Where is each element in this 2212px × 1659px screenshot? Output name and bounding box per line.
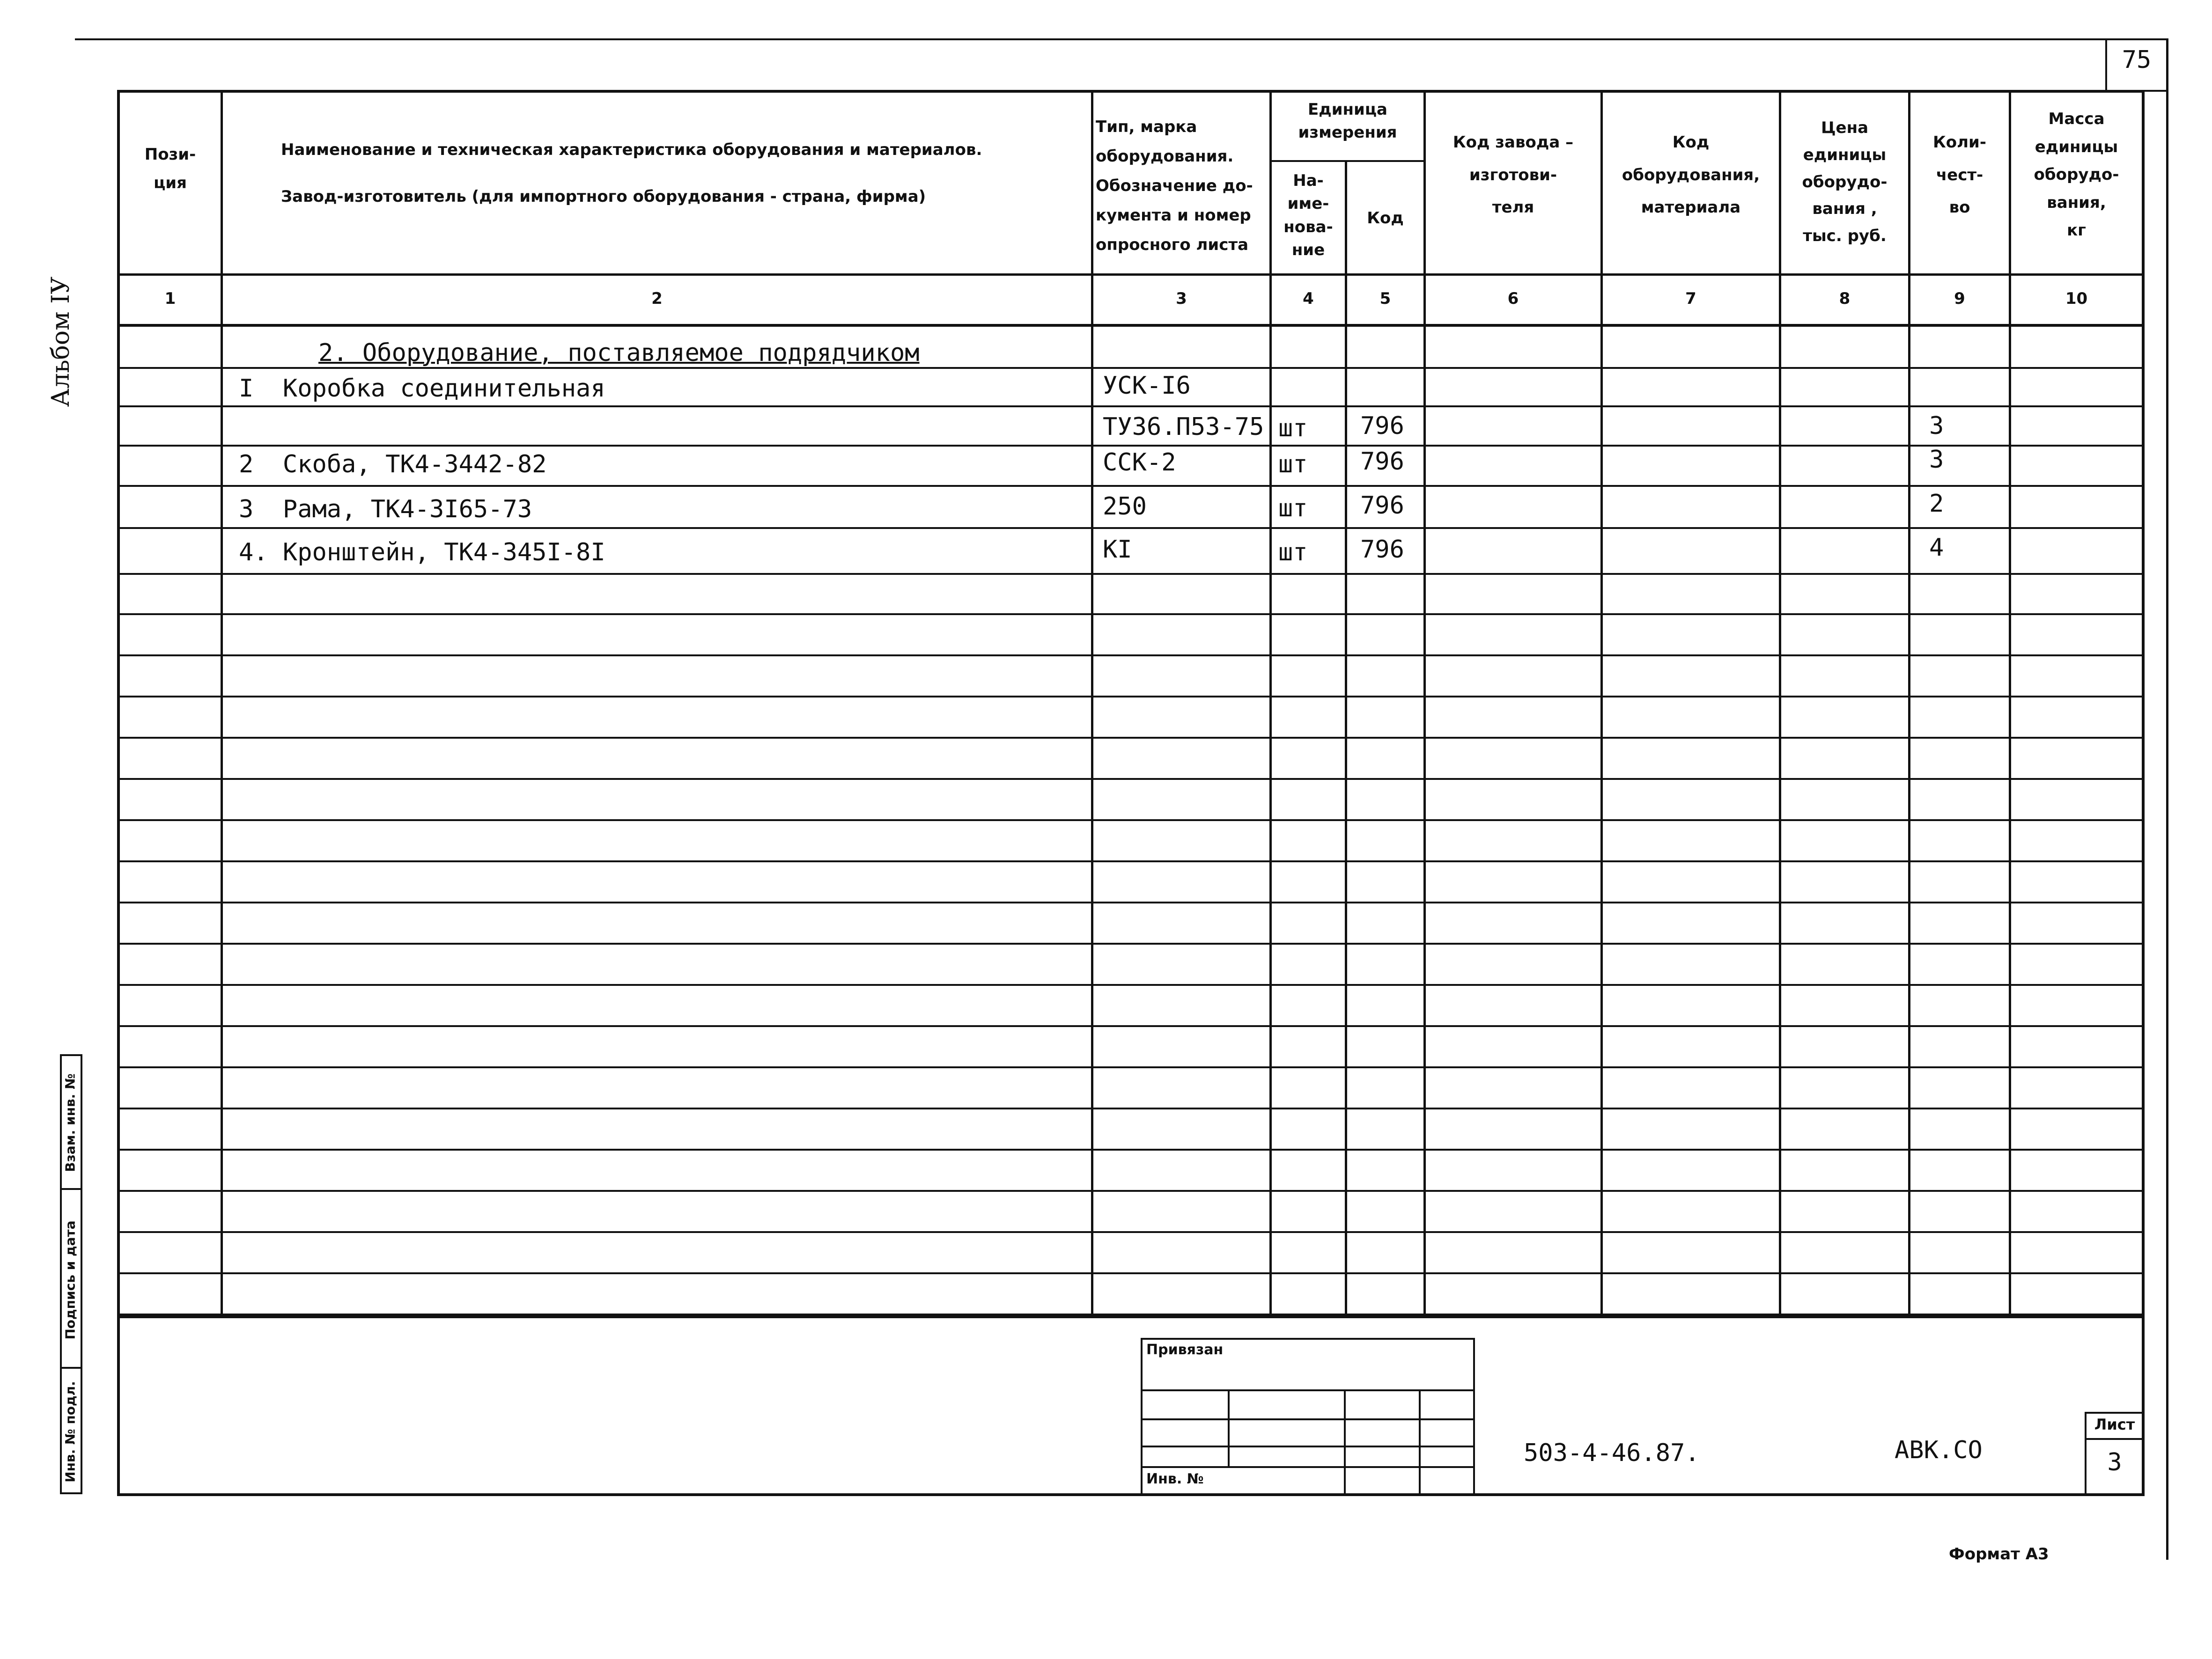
right-rule: [2166, 38, 2168, 1560]
colnum-3: 3: [1176, 289, 1187, 308]
row-line: [117, 819, 2145, 821]
page-number: 75: [2122, 46, 2152, 74]
header-quantity: Коли- чест- во: [1933, 133, 1986, 217]
row-line: [117, 737, 2145, 739]
top-rule: [75, 38, 2168, 40]
row-line: [117, 943, 2145, 945]
row-line: [117, 654, 2145, 656]
section-title: 2. Оборудование, поставляемое подрядчиком: [318, 339, 920, 367]
row-line: [117, 1025, 2145, 1027]
row-line: [117, 527, 2145, 529]
row-line: [117, 1108, 2145, 1109]
colnum-9: 9: [1954, 289, 1965, 308]
row-line: [117, 367, 2145, 369]
row-line: [117, 485, 2145, 487]
header-equipment-code: Код оборудования, материала: [1622, 133, 1760, 217]
sheet-label: Лист: [2094, 1416, 2135, 1433]
row-line: [117, 1231, 2145, 1233]
header-factory-code: Код завода – изготови- теля: [1453, 133, 1574, 217]
header-position: Пози- ция: [144, 145, 196, 193]
stamp-privyazan: Привязан: [1146, 1342, 1224, 1358]
row-1-type: ТУ36.П53-75: [1103, 413, 1264, 441]
row-line: [117, 696, 2145, 697]
row-2-name: 2 Скоба, ТК4-3442-82: [239, 450, 547, 478]
stamp-inv-no: Инв. №: [1146, 1471, 1204, 1487]
row-2-qty: 3: [1929, 446, 1944, 474]
document-mark: АВК.СО: [1895, 1436, 1983, 1464]
row-line: [117, 573, 2145, 575]
sheet-number: 3: [2107, 1448, 2122, 1476]
row-2-type: ССК-2: [1103, 448, 1176, 477]
row-line: [117, 778, 2145, 780]
row-line: [117, 1190, 2145, 1192]
row-4-type: КI: [1103, 536, 1132, 564]
row-2-unit: шт: [1278, 450, 1308, 478]
colnum-10: 10: [2065, 289, 2088, 308]
row-3-unit: шт: [1278, 494, 1308, 522]
header-unit-group: Единица измерения: [1298, 100, 1397, 142]
row-line: [117, 1272, 2145, 1274]
row-line: [117, 860, 2145, 862]
stamp-inv-podl: Инв. № подл.: [62, 1381, 78, 1483]
colnum-6: 6: [1507, 289, 1519, 308]
row-line: [117, 1314, 2145, 1315]
colnum-5: 5: [1379, 289, 1391, 308]
row-line: [117, 1066, 2145, 1068]
header-price: Цена единицы оборудо- вания , тыс. руб.: [1802, 118, 1888, 246]
row-line: [117, 445, 2145, 447]
row-3-code: 796: [1360, 492, 1404, 520]
row-4-name: 4. Кронштейн, ТК4-345I-8I: [239, 538, 605, 566]
row-1-code: 796: [1360, 412, 1404, 440]
stamp-vzam-inv: Взам. инв. №: [62, 1073, 78, 1172]
table-right-border: [2142, 90, 2145, 1494]
row-4-qty: 4: [1929, 534, 1944, 562]
header-name-line2: Завод-изготовитель (для импортного оборудования - страна, фирма): [281, 187, 926, 206]
header-name-line1: Наименование и техническая характеристика оборудования и материалов.: [281, 140, 982, 159]
table-top-border: [117, 90, 2144, 93]
row-3-qty: 2: [1929, 490, 1944, 518]
format-label: Формат А3: [1949, 1545, 2049, 1564]
header-unit-code: Код: [1367, 209, 1404, 228]
colnum-2: 2: [651, 289, 663, 308]
row-3-type: 250: [1103, 492, 1147, 521]
row-4-code: 796: [1360, 536, 1404, 564]
header-mass: Масса единицы оборудо- вания, кг: [2034, 110, 2119, 240]
stamp-signature-date: Подпись и дата: [62, 1220, 78, 1340]
row-line: [117, 984, 2145, 986]
document-code: 503-4-46.87.: [1524, 1439, 1700, 1467]
row-2-code: 796: [1360, 448, 1404, 476]
table-bottom-border: [117, 1493, 2145, 1496]
row-3-name: 3 Рама, ТК4-3I65-73: [239, 495, 532, 523]
colnum-4: 4: [1303, 289, 1314, 308]
row-line: [117, 613, 2145, 615]
header-unit-name: На- име- нова- ние: [1283, 171, 1333, 259]
row-line: [117, 1149, 2145, 1151]
row-line: [117, 405, 2145, 407]
row-4-unit: шт: [1278, 538, 1308, 566]
colnum-7: 7: [1685, 289, 1696, 308]
header-type: Тип, марка оборудования. Обозначение до- кумента и номер опросного листа: [1096, 117, 1253, 254]
row-1-qty: 3: [1929, 412, 1944, 440]
album-label: Альбом IУ: [47, 276, 75, 407]
row-0-type: УСК-I6: [1103, 372, 1191, 400]
row-0-name: I Коробка соединительная: [239, 374, 605, 403]
row-line: [117, 902, 2145, 903]
colnum-1: 1: [164, 289, 176, 308]
row-1-unit: шт: [1278, 414, 1308, 442]
colnum-8: 8: [1839, 289, 1851, 308]
